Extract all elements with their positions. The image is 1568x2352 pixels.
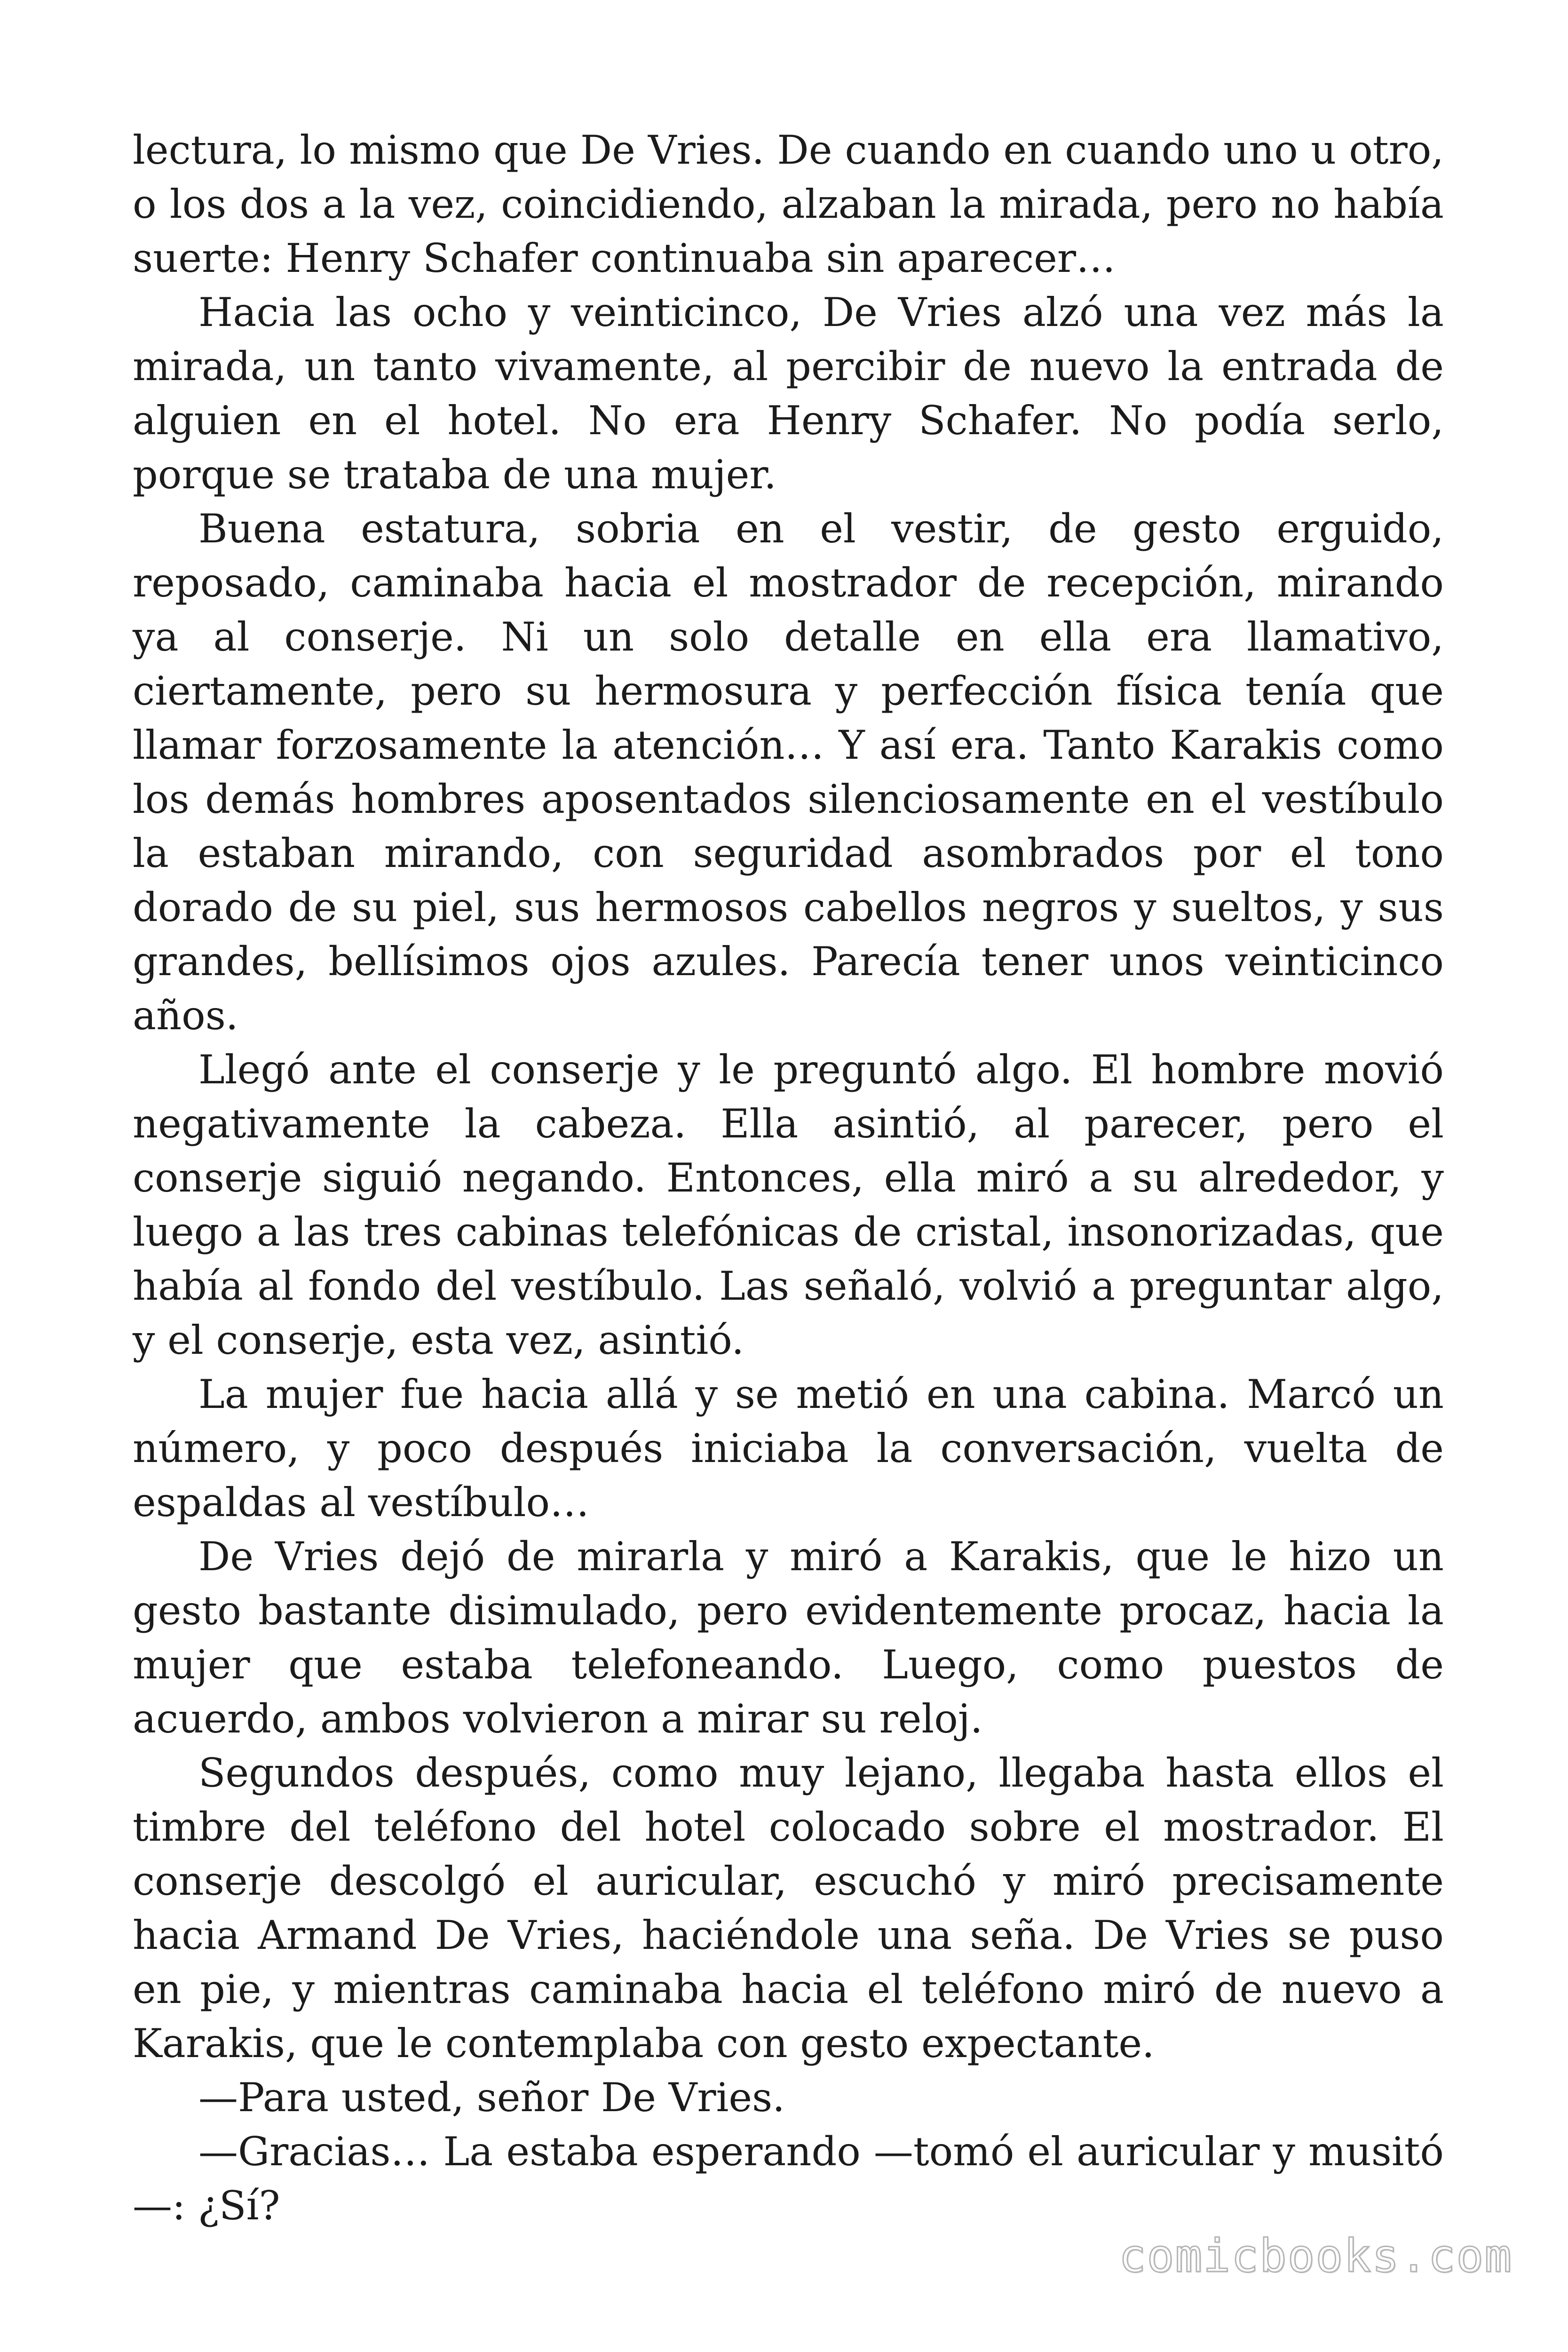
paragraph-3: Buena estatura, sobria en el vestir, de gesto erguido, reposado, caminaba hacia el mostrador de recepción, mirando ya al conserje. Ni un solo detalle en ella era llamativo, ciertamente, pero su hermosura y perfección física tenía que llamar forzosamente la atención… Y así era. Tanto Karakis como los demás hombres aposentados silenciosamente en el vestíbulo la estaban mirando, con seguridad asombrados por el tono dorado de su piel, sus hermosos cabellos negros y sueltos, y sus grandes, bellísimos ojos azules. Parecía tener unos veinticinco años.: [133, 506, 1444, 1039]
paragraph-1: lectura, lo mismo que De Vries. De cuando en cuando uno u otro, o los dos a la vez, coincidiendo, alzaban la mirada, pero no había suerte: Henry Schafer continuaba sin aparecer…: [133, 127, 1444, 281]
paragraph-2: Hacia las ocho y veinticinco, De Vries alzó una vez más la mirada, un tanto vivamente, al percibir de nuevo la entrada de alguien en el hotel. No era Henry Schafer. No podía serlo, porque se trataba de una mujer.: [133, 289, 1444, 498]
watermark-logo: comicbooks.com: [1118, 2230, 1513, 2282]
body-text: [133, 123, 1444, 2233]
paragraph-7: Segundos después, como muy lejano, llegaba hasta ellos el timbre del teléfono del hotel colocado sobre el mostrador. El conserje descolgó el auricular, escuchó y miró precisamente hacia Armand De Vries, haciéndole una seña. De Vries se puso en pie, y mientras caminaba hacia el teléfono miró de nuevo a Karakis, que le contemplaba con gesto expectante.: [133, 1750, 1444, 2066]
paragraph-4: Llegó ante el conserje y le preguntó algo. El hombre movió negativamente la cabeza. Ella asintió, al parecer, pero el conserje siguió negando. Entonces, ella miró a su alrededor, y luego a las tres cabinas telefónicas de cristal, insonorizadas, que había al fondo del vestíbulo. Las señaló, volvió a preguntar algo, y el conserje, esta vez, asintió.: [133, 1047, 1444, 1363]
paragraph-5: La mujer fue hacia allá y se metió en una cabina. Marcó un número, y poco después iniciaba la conversación, vuelta de espaldas al vestíbulo…: [133, 1371, 1444, 1526]
paragraph-9-dialogue: —Gracias… La estaba esperando —tomó el auricular y musitó—: ¿Sí?: [133, 2129, 1444, 2229]
paragraph-6: De Vries dejó de mirarla y miró a Karakis, que le hizo un gesto bastante disimulado, pero evidentemente procaz, hacia la mujer que estaba telefoneando. Luego, como puestos de acuerdo, ambos volvieron a mirar su reloj.: [133, 1534, 1444, 1742]
paragraph-8-dialogue: —Para usted, señor De Vries.: [198, 2074, 785, 2121]
